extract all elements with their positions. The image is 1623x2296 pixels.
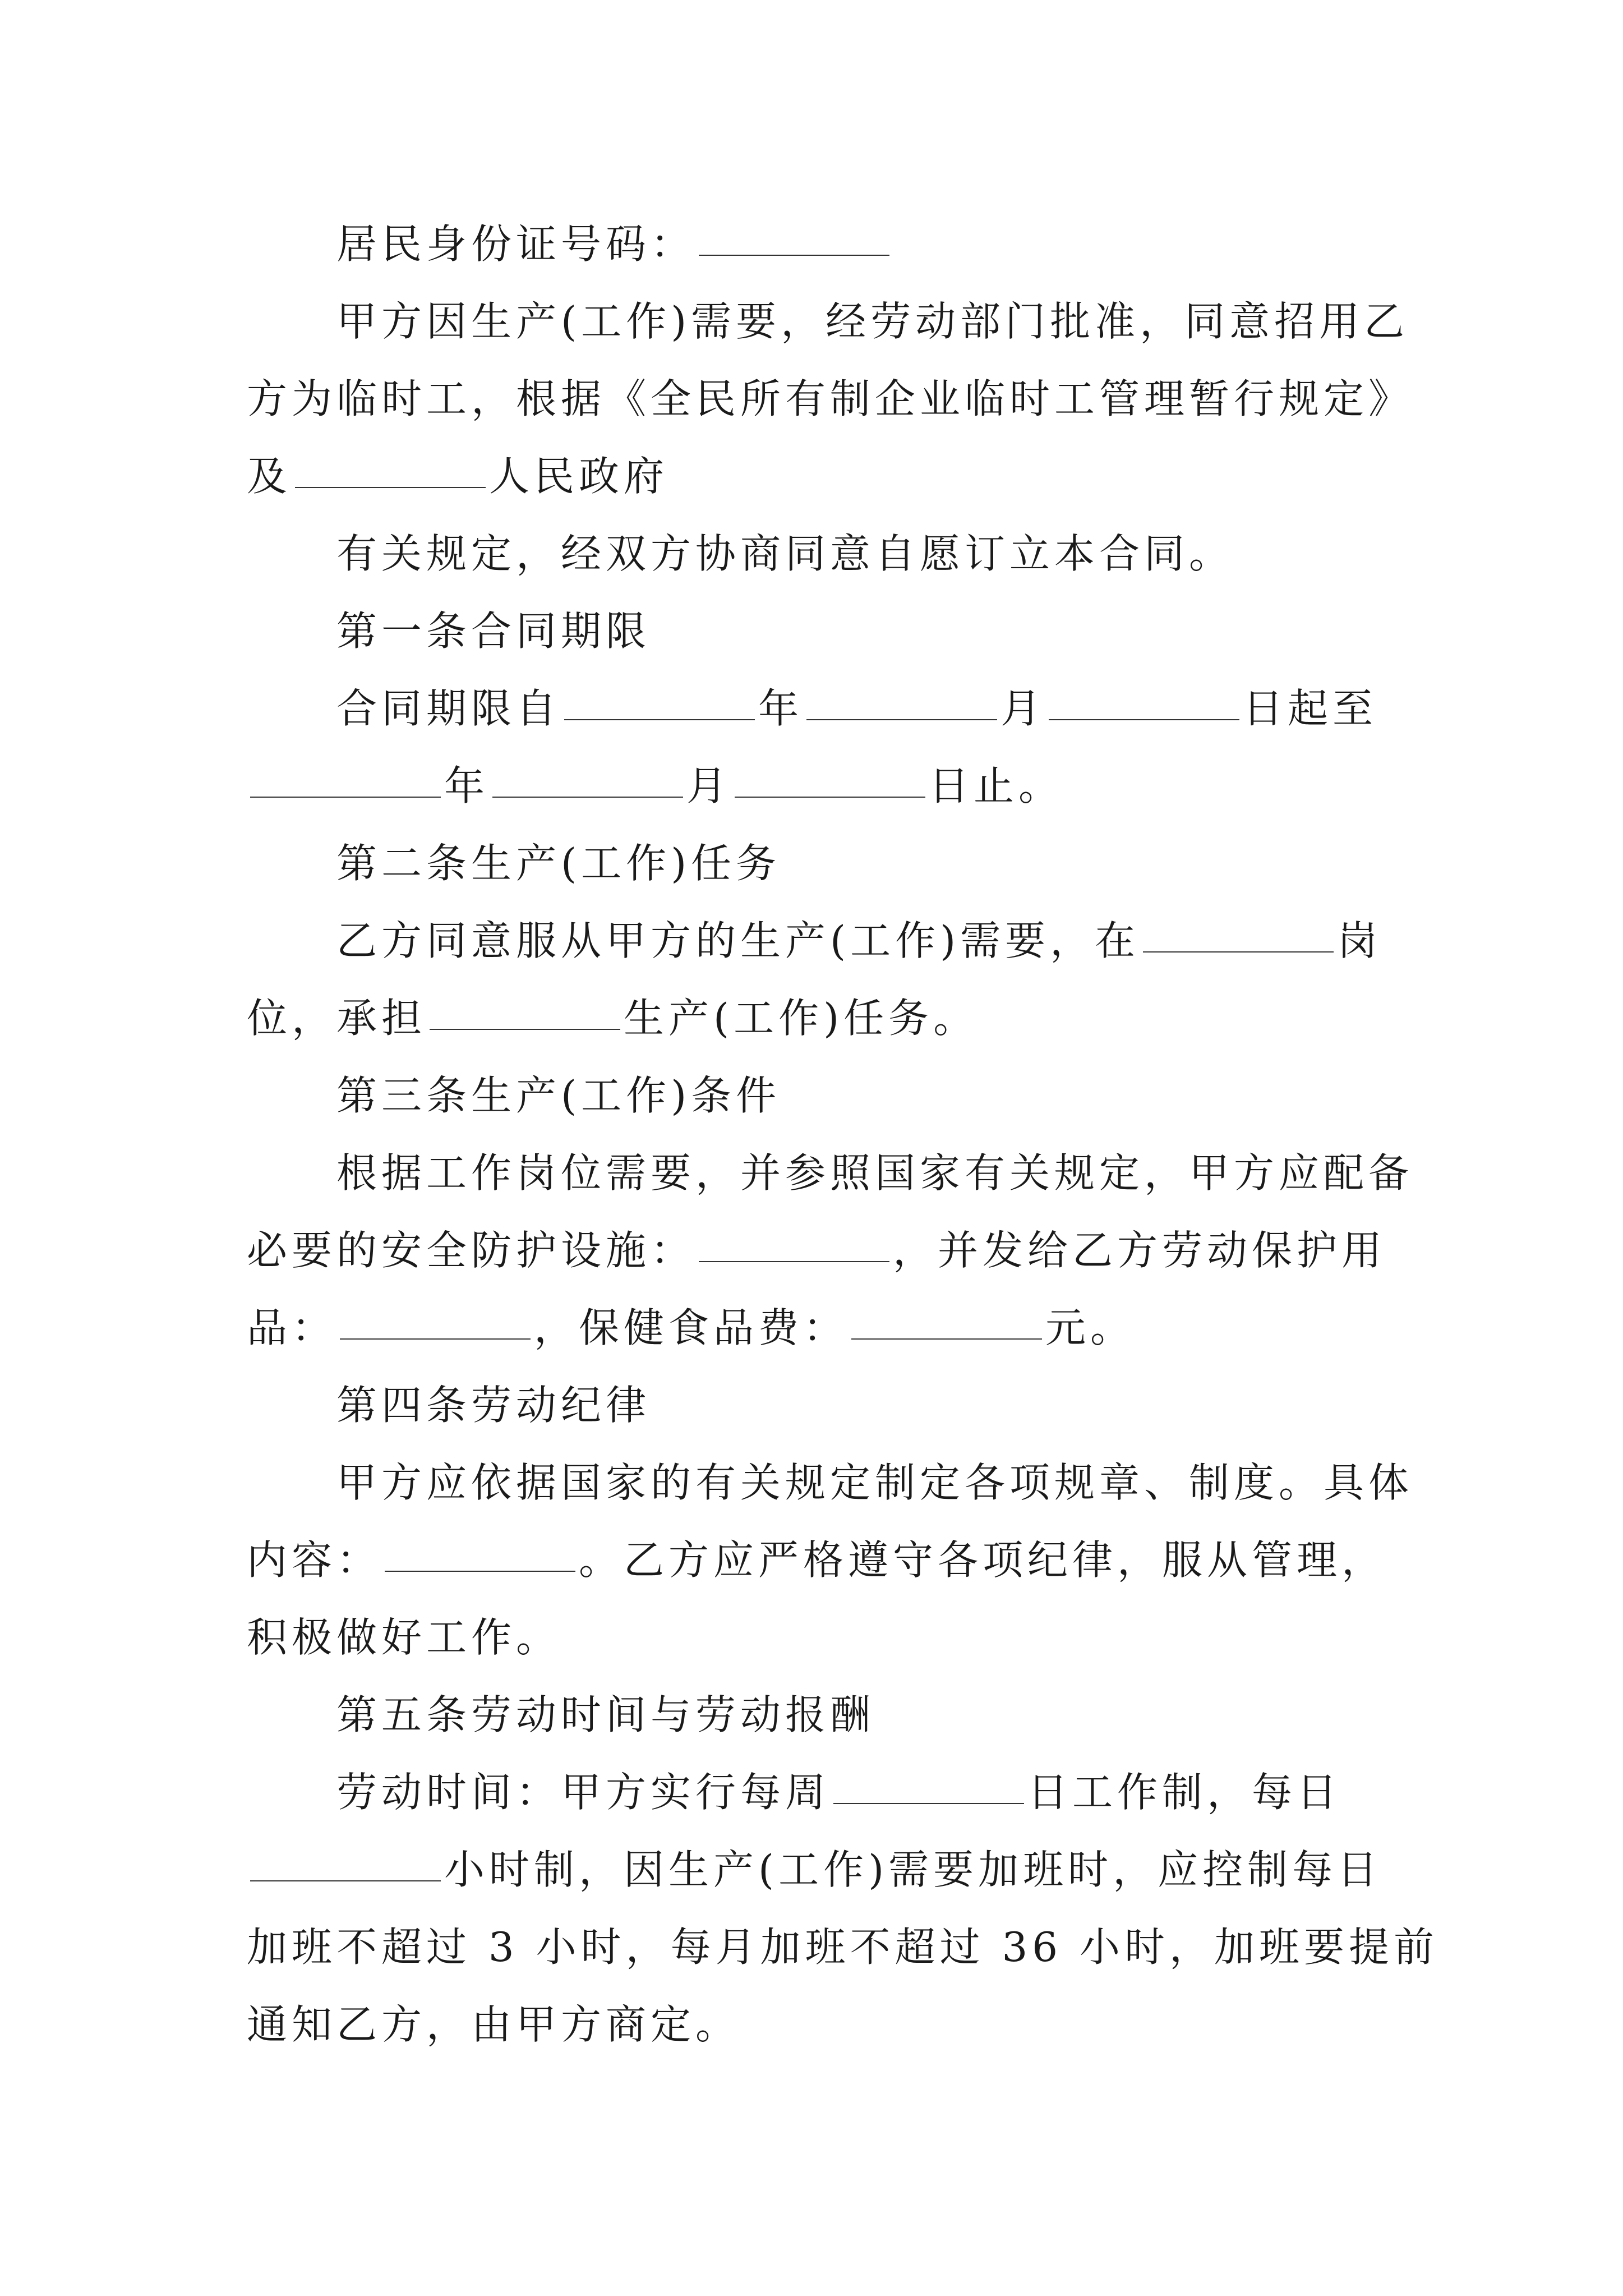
paragraph-line <box>336 291 1409 352</box>
line-text: 积极做好工作。 <box>247 1614 561 1661</box>
line-text: 月 <box>1000 685 1046 732</box>
fill-blank <box>430 987 620 1030</box>
fill-blank <box>385 1529 575 1572</box>
paragraph-line <box>247 1607 561 1668</box>
fill-blank <box>250 1839 441 1881</box>
line-text: 第三条生产(工作)条件 <box>336 1072 781 1119</box>
paragraph-line <box>247 755 1063 817</box>
line-text: 甲方因生产(工作)需要，经劳动部门批准，同意招用乙 <box>336 298 1409 345</box>
fill-blank <box>1049 678 1239 720</box>
line-text: 居民身份证号码： <box>336 220 696 268</box>
paragraph-line <box>336 1452 1413 1513</box>
paragraph-line <box>247 987 978 1049</box>
line-text: 月 <box>686 762 732 809</box>
line-text: 甲方应依据国家的有关规定制定各项规章、制度。具体 <box>336 1459 1414 1506</box>
fill-blank <box>735 755 925 798</box>
line-text: ，并发给乙方劳动保护用 <box>893 1227 1387 1274</box>
paragraph-line <box>336 678 1377 739</box>
line-text: 元。 <box>1045 1304 1136 1351</box>
id-number-line <box>336 213 893 275</box>
line-text: ，保健食品费： <box>534 1304 849 1351</box>
paragraph-line <box>247 1297 1135 1359</box>
fill-blank <box>699 213 889 256</box>
paragraph-line <box>336 1142 1413 1204</box>
paragraph-line <box>336 1761 1341 1823</box>
fill-blank <box>295 445 486 488</box>
line-text: 合同期限自 <box>336 685 561 732</box>
article-heading <box>336 1684 875 1746</box>
line-text: 及 <box>247 453 292 500</box>
line-text: 第二条生产(工作)任务 <box>336 840 781 887</box>
line-text: 日工作制，每日 <box>1027 1769 1342 1816</box>
line-text: 方为临时工，根据《全民所有制企业临时工管理暂行规定》 <box>247 375 1414 422</box>
line-text: 生产(工作)任务。 <box>624 995 979 1042</box>
article-heading <box>336 600 651 662</box>
paragraph-line <box>247 445 668 507</box>
line-text: 必要的安全防护设施： <box>247 1227 696 1274</box>
fill-blank <box>699 1220 889 1262</box>
fill-blank <box>340 1297 531 1340</box>
fill-blank <box>250 755 441 798</box>
paragraph-line <box>247 1529 1386 1591</box>
line-text: 位，承担 <box>247 995 427 1042</box>
article-heading <box>336 1065 781 1126</box>
line-text: 小时制，因生产(工作)需要加班时，应控制每日 <box>444 1846 1382 1893</box>
fill-blank <box>851 1297 1042 1340</box>
article-heading <box>336 1374 651 1436</box>
paragraph-line <box>247 1220 1386 1281</box>
paragraph-line <box>336 910 1382 972</box>
fill-blank <box>806 678 997 720</box>
fill-blank <box>1143 910 1334 953</box>
paragraph-line <box>247 1994 740 2055</box>
line-text: 日止。 <box>929 762 1064 809</box>
line-text: 年 <box>444 762 490 809</box>
paragraph-line <box>247 1916 1438 1978</box>
paragraph-line <box>336 523 1234 585</box>
line-text: 第四条劳动纪律 <box>336 1382 651 1429</box>
line-text: 乙方同意服从甲方的生产(工作)需要，在 <box>336 917 1140 964</box>
line-text: 第一条合同期限 <box>336 608 651 655</box>
line-text: 通知乙方，由甲方商定。 <box>247 2001 741 2048</box>
fill-blank <box>492 755 683 798</box>
article-heading <box>336 832 781 894</box>
line-text: 内容： <box>247 1536 382 1584</box>
line-text: 岗 <box>1337 917 1382 964</box>
line-text: 第五条劳动时间与劳动报酬 <box>336 1691 875 1738</box>
line-text: 日起至 <box>1243 685 1378 732</box>
line-text: 根据工作岗位需要，并参照国家有关规定，甲方应配备 <box>336 1149 1414 1197</box>
line-text: 品： <box>247 1304 337 1351</box>
fill-blank <box>564 678 755 720</box>
paragraph-line <box>247 368 1413 430</box>
line-text: 劳动时间：甲方实行每周 <box>336 1769 831 1816</box>
paragraph-line <box>247 1839 1382 1901</box>
line-text: 加班不超过 3 小时，每月加班不超过 36 小时，加班要提前 <box>247 1924 1438 1971</box>
line-text: 人民政府 <box>489 453 669 500</box>
line-text: 年 <box>758 685 804 732</box>
line-text: 有关规定，经双方协商同意自愿订立本合同。 <box>336 530 1234 577</box>
fill-blank <box>833 1761 1024 1804</box>
line-text: 。乙方应严格遵守各项纪律，服从管理， <box>579 1536 1387 1584</box>
